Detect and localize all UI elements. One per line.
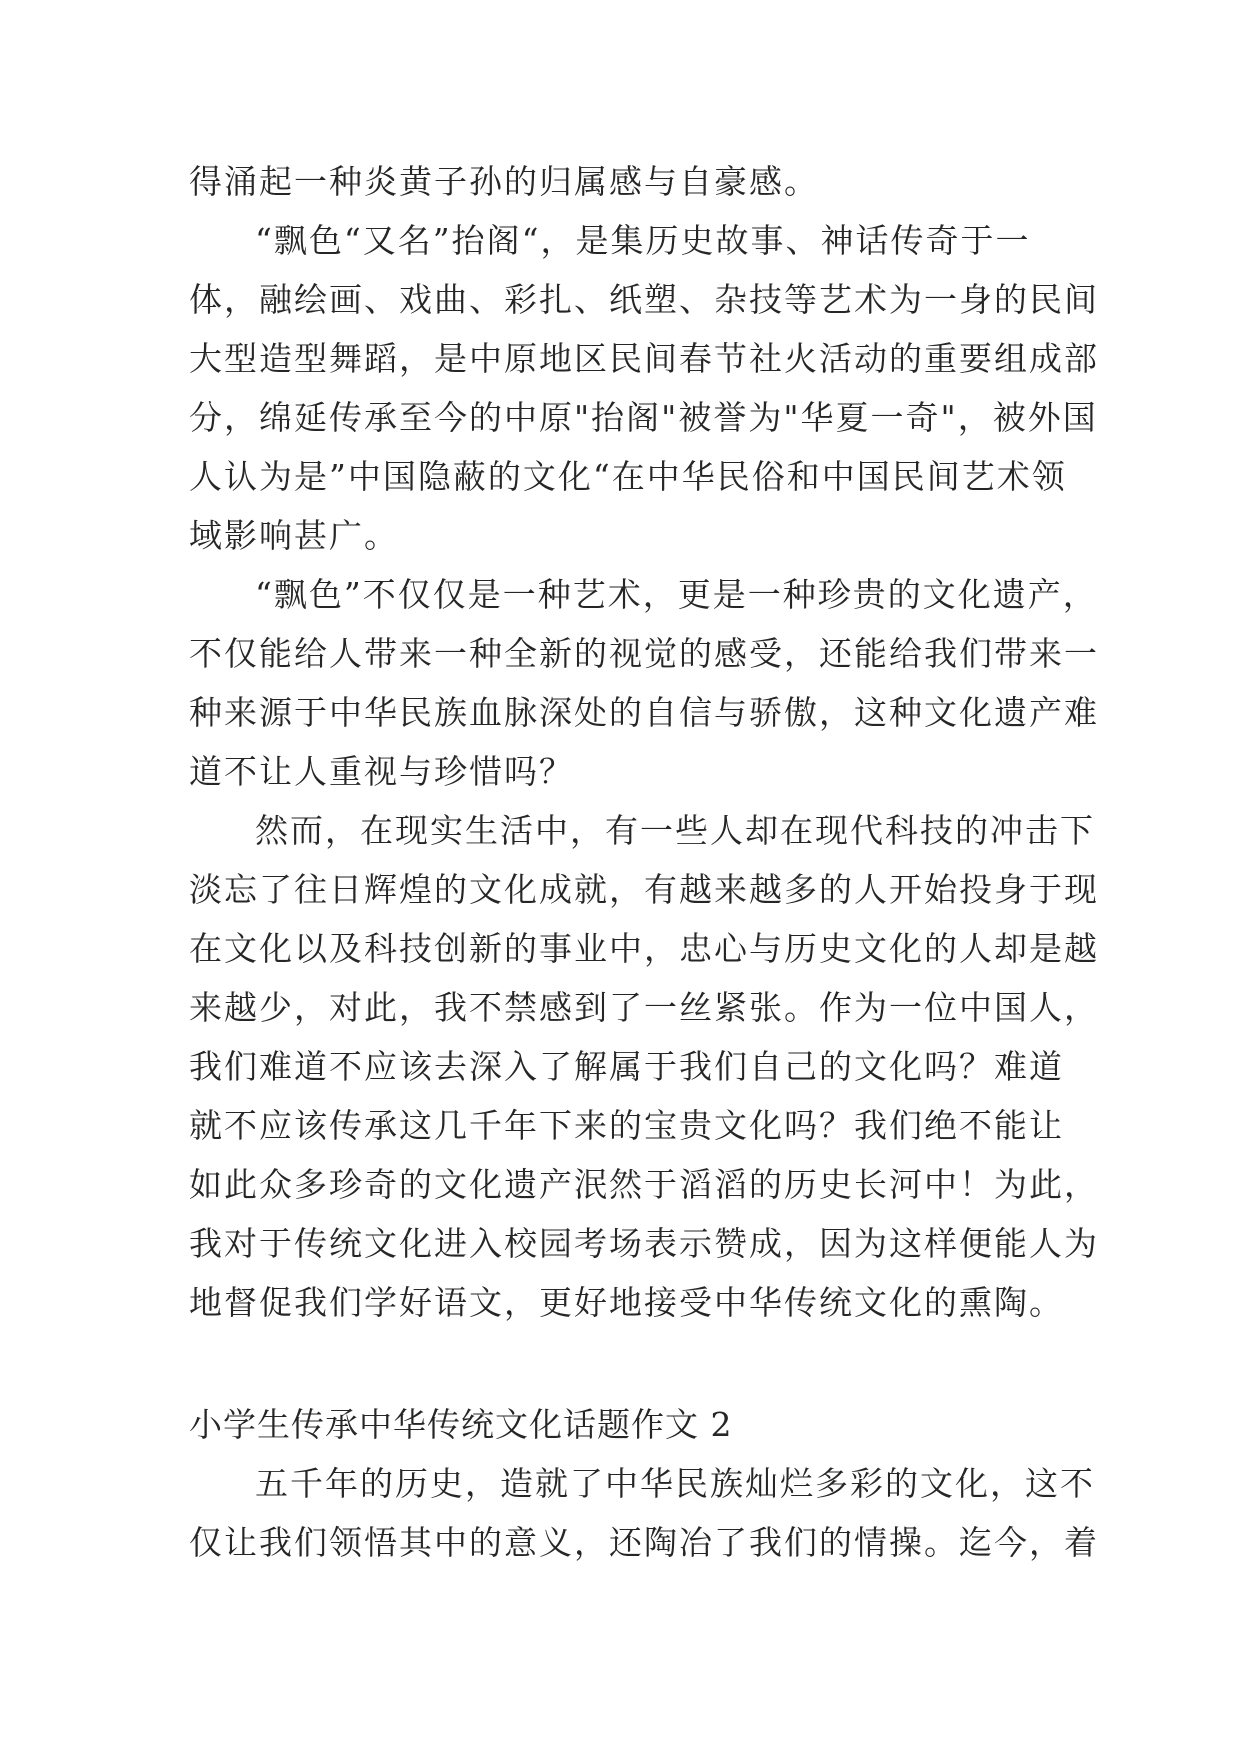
paragraph-1	[189, 152, 1069, 211]
text-line: 我对于传统文化进入校园考场表示赞成，因为这样便能人为	[189, 1224, 1099, 1263]
section-gap	[189, 1332, 1069, 1395]
text-line: 大型造型舞蹈，是中原地区民间春节社火活动的重要组成部	[189, 339, 1099, 378]
text-line: 体，融绘画、戏曲、彩扎、纸塑、杂技等艺术为一身的民间	[189, 280, 1099, 319]
text-line: 五千年的历史，造就了中华民族灿烂多彩的文化，这不	[255, 1464, 1095, 1503]
text-line: 然而，在现实生活中，有一些人却在现代科技的冲击下	[255, 811, 1095, 850]
essay-heading: 小学生传承中华传统文化话题作文 2	[189, 1405, 733, 1444]
text-line: 我们难道不应该去深入了解属于我们自己的文化吗？难道	[189, 1047, 1064, 1086]
text-line: 分，绵延传承至今的中原"抬阁"被誉为"华夏一奇"，被外国	[189, 398, 1098, 437]
text-line: 道不让人重视与珍惜吗？	[189, 752, 574, 791]
text-line: 在文化以及科技创新的事业中，忠心与历史文化的人却是越	[189, 929, 1099, 968]
text-line: 淡忘了往日辉煌的文化成就，有越来越多的人开始投身于现	[189, 870, 1099, 909]
text-line: 域影响甚广。	[189, 516, 399, 555]
text-line: 仅让我们领悟其中的意义，还陶冶了我们的情操。迄今，着	[189, 1523, 1099, 1562]
paragraph-3	[189, 565, 1099, 801]
paragraph-2	[189, 211, 1099, 565]
text-line: 不仅能给人带来一种全新的视觉的感受，还能给我们带来一	[189, 634, 1099, 673]
paragraph-4	[189, 801, 1099, 1332]
text-line: 种来源于中华民族血脉深处的自信与骄傲，这种文化遗产难	[189, 693, 1099, 732]
document-body	[189, 152, 1099, 1572]
text-line: 如此众多珍奇的文化遗产泯然于滔滔的历史长河中！为此，	[189, 1165, 1099, 1204]
text-line: 就不应该传承这几千年下来的宝贵文化吗？我们绝不能让	[189, 1106, 1064, 1145]
paragraph-5	[189, 1454, 1099, 1572]
text-line: “飘色”不仅仅是一种艺术，更是一种珍贵的文化遗产，	[255, 575, 1098, 614]
text-line: 地督促我们学好语文，更好地接受中华传统文化的熏陶。	[189, 1283, 1064, 1322]
text-line: 人认为是”中国隐蔽的文化“在中华民俗和中国民间艺术领	[189, 457, 1067, 496]
text-line: 来越少，对此，我不禁感到了一丝紧张。作为一位中国人，	[189, 988, 1099, 1027]
text-line: “飘色“又名”抬阁“，是集历史故事、神话传奇于一	[255, 221, 1031, 260]
text-line: 得涌起一种炎黄子孙的归属感与自豪感。	[189, 162, 819, 201]
